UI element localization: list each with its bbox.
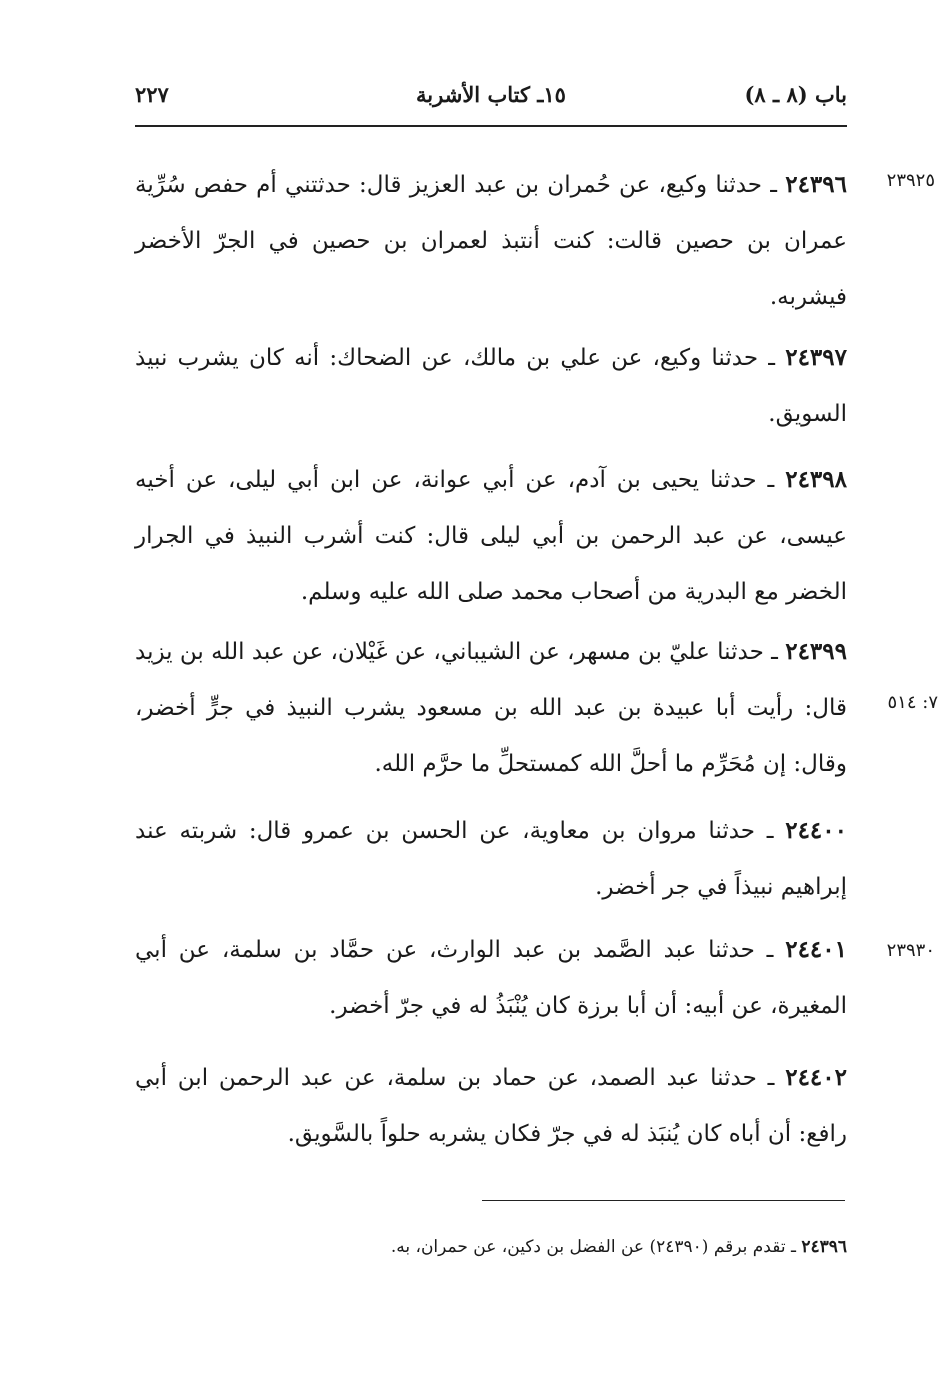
hadith-number: ٢٤٣٩٨ — [785, 466, 847, 493]
header-rule — [135, 125, 847, 127]
hadith-number: ٢٤٤٠١ — [785, 936, 847, 963]
hadith-paragraph — [135, 624, 847, 792]
hadith-paragraph — [135, 452, 847, 620]
hadith-text: ـ حدثنا عليّ بن مسهر، عن الشيباني، عن غَيْلان، عن عبد الله بن يزيد قال: رأيت أبا عبيدة بن عبد الله بن مسعود يشرب النبيذ في جرٍّ أخضر، وقال: إن مُحَرِّم ما أحلَّ الله كمستحلِّ ما حرَّم الله. — [135, 639, 847, 777]
margin-reference: ٢٣٩٢٥ — [886, 170, 935, 191]
hadith-paragraph — [135, 1050, 847, 1162]
hadith-number: ٢٤٣٩٧ — [785, 344, 847, 371]
chapter-label: باب (٨ ـ ٨) — [744, 82, 847, 107]
footnote-text: ـ تقدم برقم (٢٤٣٩٠) عن الفضل بن دكين، عن حمران، به. — [390, 1237, 802, 1257]
hadith-number: ٢٤٣٩٩ — [785, 638, 847, 665]
hadith-text: ـ حدثنا عبد الصمد، عن حماد بن سلمة، عن عبد الرحمن ابن أبي رافع: أن أباه كان يُنبَذ له في جرّ فكان يشربه حلواً بالسَّويق. — [135, 1065, 847, 1147]
hadith-text: ـ حدثنا عبد الصَّمد بن عبد الوارث، عن حمَّاد بن سلمة، عن أبي المغيرة، عن أبيه: أن أبا برزة كان يُنْبَذُ له في جرّ أخضر. — [135, 937, 847, 1019]
hadith-paragraph — [135, 803, 847, 915]
book-title: ١٥ـ كتاب الأشربة — [416, 82, 566, 107]
hadith-number: ٢٤٤٠٠ — [785, 817, 847, 844]
hadith-paragraph — [135, 922, 847, 1034]
hadith-number: ٢٤٤٠٢ — [785, 1064, 847, 1091]
hadith-text: ـ حدثنا وكيع، عن حُمران بن عبد العزيز قال: حدثتني أم حفص سُرِّية عمران بن حصين قالت: كنت أنتبذ لعمران بن حصين في الجرّ الأخضر فيشربه. — [135, 172, 847, 310]
footnote — [135, 1232, 847, 1262]
footnote-number: ٢٤٣٩٦ — [801, 1237, 847, 1257]
hadith-number: ٢٤٣٩٦ — [785, 171, 847, 198]
hadith-paragraph — [135, 157, 847, 325]
hadith-paragraph — [135, 330, 847, 442]
hadith-text: ـ حدثنا يحيى بن آدم، عن أبي عوانة، عن ابن أبي ليلى، عن أخيه عيسى، عن عبد الرحمن بن أبي ليلى قال: كنت أشرب النبيذ في الجرار الخضر مع البدرية من أصحاب محمد صلى الله عليه وسلم. — [135, 467, 847, 605]
hadith-text: ـ حدثنا مروان بن معاوية، عن الحسن بن عمرو قال: شربته عند إبراهيم نبيذاً في جر أخضر. — [135, 818, 847, 900]
page-header — [135, 82, 847, 118]
margin-reference: ٢٣٩٣٠ — [886, 940, 935, 961]
page-number: ٢٢٧ — [135, 82, 169, 107]
hadith-text: ـ حدثنا وكيع، عن علي بن مالك، عن الضحاك: أنه كان يشرب نبيذ السويق. — [135, 345, 847, 427]
footnote-rule — [482, 1200, 845, 1201]
margin-reference: ٧: ٥١٤ — [887, 692, 938, 713]
